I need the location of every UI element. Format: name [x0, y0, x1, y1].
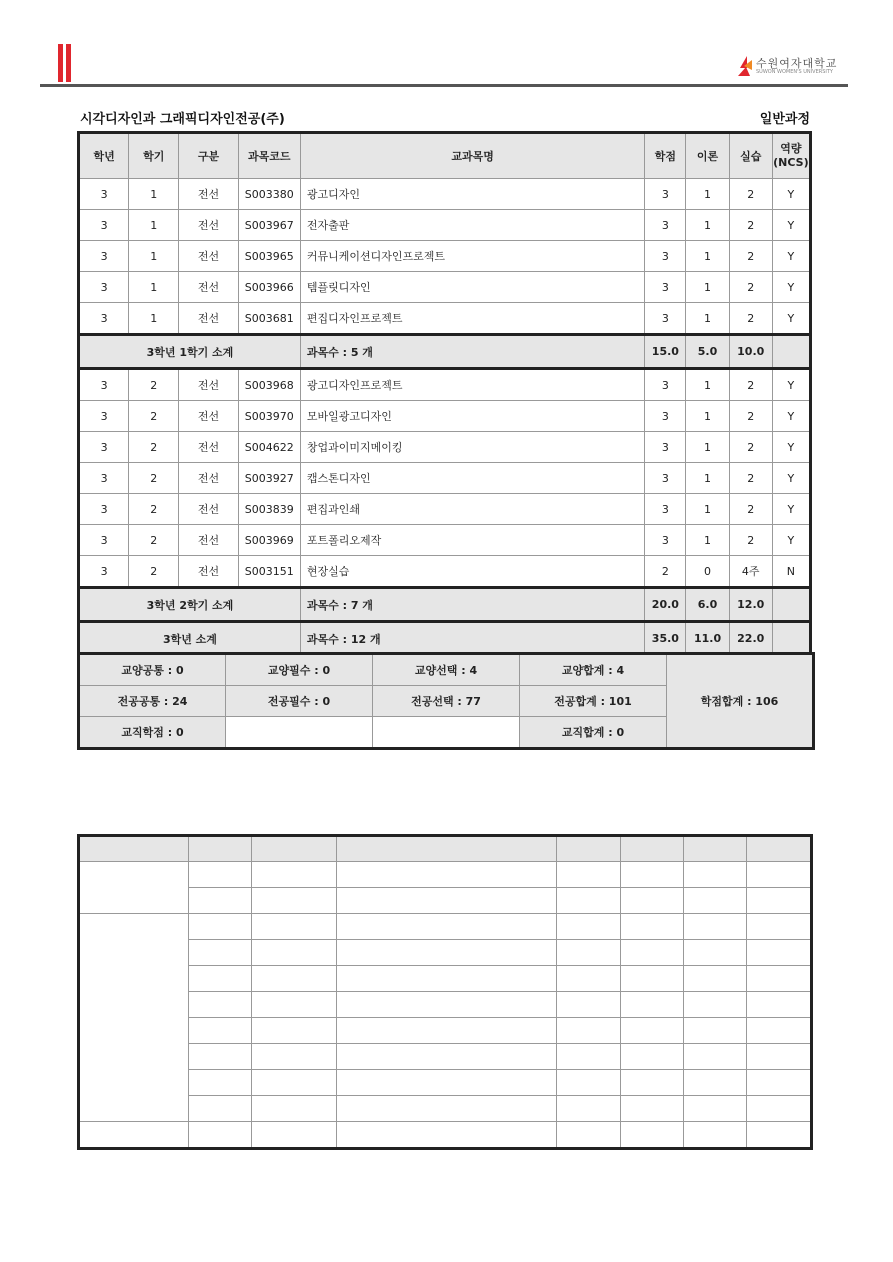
blank-cell	[557, 992, 621, 1018]
course-category: 전선	[179, 556, 238, 588]
blank-cell	[252, 1044, 337, 1070]
course-code: S003927	[238, 463, 300, 494]
course-ncs: Y	[772, 179, 810, 210]
course-year: 3	[79, 179, 129, 210]
blank-row	[79, 940, 812, 966]
course-practice: 2	[729, 401, 772, 432]
course-year: 3	[79, 241, 129, 272]
grand-total: 학점합계 : 106	[667, 654, 814, 749]
blank-cell	[684, 862, 747, 888]
blank-cell	[621, 1070, 684, 1096]
blank-row	[79, 1070, 812, 1096]
blank-cell	[189, 914, 252, 940]
course-row	[79, 432, 811, 463]
blank-cell	[621, 862, 684, 888]
subtotal-count: 과목수 : 5 개	[300, 335, 644, 369]
blank-cell	[684, 1018, 747, 1044]
course-year: 3	[79, 210, 129, 241]
course-theory: 1	[686, 494, 729, 525]
blank-cell	[621, 966, 684, 992]
university-emblem-icon	[738, 54, 754, 78]
course-semester: 1	[129, 179, 179, 210]
course-code: S003965	[238, 241, 300, 272]
major-common: 전공공통 : 24	[79, 686, 226, 717]
course-credits: 3	[645, 401, 686, 432]
course-row	[79, 556, 811, 588]
blank-cell	[684, 992, 747, 1018]
course-semester: 2	[129, 525, 179, 556]
blank-header-cell	[337, 836, 557, 862]
course-category: 전선	[179, 432, 238, 463]
year-total-theory: 11.0	[686, 622, 729, 656]
blank-cell	[557, 1044, 621, 1070]
blank-header-cell	[747, 836, 812, 862]
blank-row	[79, 1122, 812, 1149]
blank-cell	[189, 862, 252, 888]
course-name: 광고디자인프로젝트	[300, 369, 644, 401]
blank-row	[79, 1018, 812, 1044]
blank-cell	[337, 1044, 557, 1070]
blank-cell	[337, 1018, 557, 1044]
course-year: 3	[79, 463, 129, 494]
blank-header-cell	[79, 836, 189, 862]
blank-cell	[337, 940, 557, 966]
liberal-required: 교양필수 : 0	[226, 654, 373, 686]
blank-cell	[557, 914, 621, 940]
major-required: 전공필수 : 0	[226, 686, 373, 717]
course-code: S003970	[238, 401, 300, 432]
course-credits: 3	[645, 241, 686, 272]
course-practice: 2	[729, 272, 772, 303]
course-category: 전선	[179, 272, 238, 303]
course-semester: 2	[129, 556, 179, 588]
course-practice: 2	[729, 463, 772, 494]
col-category: 구분	[179, 133, 238, 179]
subtotal-count: 과목수 : 7 개	[300, 588, 644, 622]
blank-cell	[337, 992, 557, 1018]
course-theory: 1	[686, 525, 729, 556]
blank-row	[79, 966, 812, 992]
course-code: S003969	[238, 525, 300, 556]
blank-cell	[189, 940, 252, 966]
blank-cell	[557, 862, 621, 888]
blank-cell	[337, 1122, 557, 1149]
course-category: 전선	[179, 210, 238, 241]
blank-row	[79, 888, 812, 914]
course-theory: 1	[686, 463, 729, 494]
blank-cell	[621, 888, 684, 914]
course-semester: 1	[129, 272, 179, 303]
course-name: 현장실습	[300, 556, 644, 588]
col-year: 학년	[79, 133, 129, 179]
liberal-elective: 교양선택 : 4	[373, 654, 520, 686]
year-total-label: 3학년 소계	[79, 622, 301, 656]
course-ncs: N	[772, 556, 810, 588]
year-total-credits: 35.0	[645, 622, 686, 656]
blank-cell	[252, 862, 337, 888]
course-credits: 3	[645, 179, 686, 210]
course-theory: 1	[686, 432, 729, 463]
col-ncs	[772, 133, 810, 179]
blank-cell	[747, 992, 812, 1018]
blank-cell	[337, 966, 557, 992]
course-row	[79, 272, 811, 303]
course-theory: 1	[686, 179, 729, 210]
blank-cell	[189, 888, 252, 914]
course-credits: 3	[645, 303, 686, 335]
course-credits: 3	[645, 432, 686, 463]
course-year: 3	[79, 432, 129, 463]
course-row	[79, 179, 811, 210]
course-ncs: Y	[772, 210, 810, 241]
course-credits: 3	[645, 272, 686, 303]
course-practice: 2	[729, 241, 772, 272]
blank-cell	[337, 888, 557, 914]
course-ncs: Y	[772, 463, 810, 494]
course-category: 전선	[179, 303, 238, 335]
course-credits: 3	[645, 369, 686, 401]
blank-cell	[684, 888, 747, 914]
course-name: 광고디자인	[300, 179, 644, 210]
blank-row	[79, 1044, 812, 1070]
blank-cell	[337, 914, 557, 940]
course-row	[79, 525, 811, 556]
course-credits: 3	[645, 494, 686, 525]
col-theory: 이론	[686, 133, 729, 179]
totals-row-liberal	[79, 654, 814, 686]
blank-cell	[252, 992, 337, 1018]
course-code: S003967	[238, 210, 300, 241]
blank-cell	[621, 992, 684, 1018]
course-theory: 1	[686, 401, 729, 432]
course-credits: 3	[645, 463, 686, 494]
blank-cell	[557, 1122, 621, 1149]
subtotal-credits: 20.0	[645, 588, 686, 622]
blank-header-cell	[189, 836, 252, 862]
blank-cell	[557, 1070, 621, 1096]
year-total-ncs	[772, 622, 810, 656]
course-practice: 2	[729, 210, 772, 241]
blank-header-cell	[557, 836, 621, 862]
blank-cell	[621, 1044, 684, 1070]
course-code: S003968	[238, 369, 300, 401]
blank-template-table	[77, 834, 813, 1150]
col-code: 과목코드	[238, 133, 300, 179]
blank-cell	[557, 966, 621, 992]
course-practice: 2	[729, 179, 772, 210]
col-ncs-line1: 역량	[780, 142, 802, 155]
blank-cell	[557, 940, 621, 966]
course-row	[79, 241, 811, 272]
course-credits: 3	[645, 525, 686, 556]
blank-cell	[684, 1096, 747, 1122]
blank-cell	[621, 940, 684, 966]
course-ncs: Y	[772, 272, 810, 303]
semester2-subtotal-row	[79, 588, 811, 622]
course-category: 전선	[179, 401, 238, 432]
course-name: 캡스톤디자인	[300, 463, 644, 494]
blank-header-cell	[621, 836, 684, 862]
blank-cell	[189, 966, 252, 992]
course-semester: 1	[129, 303, 179, 335]
empty-cell	[373, 717, 520, 749]
blank-row	[79, 862, 812, 888]
col-ncs-line2: (NCS)	[773, 156, 809, 169]
blank-cell	[684, 1070, 747, 1096]
course-code: S003380	[238, 179, 300, 210]
course-ncs: Y	[772, 241, 810, 272]
blank-cell	[189, 1018, 252, 1044]
blank-cell	[252, 1070, 337, 1096]
blank-cell	[747, 914, 812, 940]
course-name: 편집디자인프로젝트	[300, 303, 644, 335]
course-code: S003151	[238, 556, 300, 588]
course-category: 전선	[179, 369, 238, 401]
course-code: S003681	[238, 303, 300, 335]
university-subtitle: SUWON WOMEN'S UNIVERSITY	[756, 69, 833, 75]
course-ncs: Y	[772, 432, 810, 463]
course-year: 3	[79, 556, 129, 588]
course-theory: 1	[686, 303, 729, 335]
blank-row	[79, 914, 812, 940]
course-row	[79, 369, 811, 401]
blank-cell	[747, 1096, 812, 1122]
blank-cell	[747, 888, 812, 914]
course-practice: 2	[729, 432, 772, 463]
university-name: 수원여자대학교	[756, 57, 838, 70]
subtotal-theory: 6.0	[686, 588, 729, 622]
blank-cell	[557, 1018, 621, 1044]
course-theory: 1	[686, 241, 729, 272]
col-name: 교과목명	[300, 133, 644, 179]
blank-group-cell	[79, 1122, 189, 1149]
blank-row	[79, 1096, 812, 1122]
blank-cell	[747, 862, 812, 888]
course-category: 전선	[179, 241, 238, 272]
liberal-common: 교양공통 : 0	[79, 654, 226, 686]
course-year: 3	[79, 369, 129, 401]
course-credits: 2	[645, 556, 686, 588]
course-practice: 2	[729, 369, 772, 401]
subtotal-label: 3학년 2학기 소계	[79, 588, 301, 622]
course-practice: 2	[729, 525, 772, 556]
liberal-sum: 교양합계 : 4	[520, 654, 667, 686]
blank-header-cell	[252, 836, 337, 862]
blank-cell	[684, 966, 747, 992]
blank-cell	[252, 888, 337, 914]
year-total-count: 과목수 : 12 개	[300, 622, 644, 656]
blank-cell	[557, 888, 621, 914]
blank-cell	[337, 862, 557, 888]
subtotal-credits: 15.0	[645, 335, 686, 369]
course-semester: 2	[129, 401, 179, 432]
course-type: 일반과정	[759, 112, 810, 127]
course-name: 커뮤니케이션디자인프로젝트	[300, 241, 644, 272]
course-row	[79, 401, 811, 432]
blank-group-cell	[79, 914, 189, 1122]
course-theory: 1	[686, 369, 729, 401]
course-category: 전선	[179, 179, 238, 210]
course-name: 창업과이미지메이킹	[300, 432, 644, 463]
course-name: 템플릿디자인	[300, 272, 644, 303]
course-name: 모바일광고디자인	[300, 401, 644, 432]
blank-cell	[621, 1122, 684, 1149]
course-credits: 3	[645, 210, 686, 241]
blank-cell	[252, 966, 337, 992]
course-semester: 2	[129, 432, 179, 463]
blank-cell	[747, 940, 812, 966]
course-ncs: Y	[772, 303, 810, 335]
major-elective: 전공선택 : 77	[373, 686, 520, 717]
course-row	[79, 303, 811, 335]
course-row	[79, 463, 811, 494]
course-category: 전선	[179, 463, 238, 494]
empty-cell	[226, 717, 373, 749]
course-code: S003839	[238, 494, 300, 525]
course-practice: 2	[729, 494, 772, 525]
blank-cell	[747, 1018, 812, 1044]
course-ncs: Y	[772, 525, 810, 556]
course-semester: 2	[129, 463, 179, 494]
course-semester: 2	[129, 369, 179, 401]
course-code: S003966	[238, 272, 300, 303]
col-practice: 실습	[729, 133, 772, 179]
subtotal-ncs	[772, 335, 810, 369]
blank-cell	[557, 1096, 621, 1122]
section-title: 시각디자인과 그래픽디자인전공(주)	[80, 112, 285, 127]
course-ncs: Y	[772, 369, 810, 401]
blank-cell	[252, 1018, 337, 1044]
blank-cell	[747, 1122, 812, 1149]
teaching-sum: 교직합계 : 0	[520, 717, 667, 749]
teaching-credits: 교직학점 : 0	[79, 717, 226, 749]
semester1-subtotal-row	[79, 335, 811, 369]
curriculum-table	[77, 131, 812, 657]
blank-cell	[252, 940, 337, 966]
course-name: 포트폴리오제작	[300, 525, 644, 556]
blank-cell	[189, 1044, 252, 1070]
blank-cell	[621, 1018, 684, 1044]
course-year: 3	[79, 272, 129, 303]
blank-cell	[747, 1044, 812, 1070]
blank-cell	[189, 1122, 252, 1149]
subtotal-practice: 10.0	[729, 335, 772, 369]
course-year: 3	[79, 303, 129, 335]
blank-cell	[621, 1096, 684, 1122]
blank-cell	[252, 914, 337, 940]
course-name: 편집과인쇄	[300, 494, 644, 525]
year-total-row	[79, 622, 811, 656]
course-theory: 0	[686, 556, 729, 588]
subtotal-theory: 5.0	[686, 335, 729, 369]
course-practice: 4주	[729, 556, 772, 588]
course-ncs: Y	[772, 494, 810, 525]
blank-cell	[337, 1096, 557, 1122]
blank-cell	[747, 1070, 812, 1096]
blank-header-row	[79, 836, 812, 862]
subtotal-ncs	[772, 588, 810, 622]
course-theory: 1	[686, 272, 729, 303]
course-row	[79, 494, 811, 525]
blank-cell	[252, 1122, 337, 1149]
university-logo	[738, 54, 848, 80]
course-year: 3	[79, 401, 129, 432]
course-theory: 1	[686, 210, 729, 241]
blank-cell	[747, 966, 812, 992]
course-year: 3	[79, 525, 129, 556]
blank-cell	[189, 1096, 252, 1122]
header-divider	[40, 84, 848, 87]
course-row	[79, 210, 811, 241]
course-name: 전자출판	[300, 210, 644, 241]
blank-cell	[189, 1070, 252, 1096]
major-sum: 전공합계 : 101	[520, 686, 667, 717]
blank-cell	[337, 1070, 557, 1096]
blank-cell	[684, 1044, 747, 1070]
header-red-bar-right	[66, 44, 71, 82]
blank-cell	[621, 914, 684, 940]
year-total-practice: 22.0	[729, 622, 772, 656]
blank-cell	[684, 914, 747, 940]
course-year: 3	[79, 494, 129, 525]
credit-totals-table	[77, 652, 815, 750]
table-header-row	[79, 133, 811, 179]
subtotal-practice: 12.0	[729, 588, 772, 622]
course-code: S004622	[238, 432, 300, 463]
course-ncs: Y	[772, 401, 810, 432]
col-semester: 학기	[129, 133, 179, 179]
blank-cell	[684, 1122, 747, 1149]
col-credits: 학점	[645, 133, 686, 179]
blank-header-cell	[684, 836, 747, 862]
course-category: 전선	[179, 494, 238, 525]
course-semester: 1	[129, 241, 179, 272]
course-practice: 2	[729, 303, 772, 335]
course-semester: 1	[129, 210, 179, 241]
subtotal-label: 3학년 1학기 소계	[79, 335, 301, 369]
blank-cell	[252, 1096, 337, 1122]
blank-group-cell	[79, 862, 189, 914]
header-red-bar-left	[58, 44, 63, 82]
blank-cell	[684, 940, 747, 966]
blank-cell	[189, 992, 252, 1018]
course-category: 전선	[179, 525, 238, 556]
blank-row	[79, 992, 812, 1018]
course-semester: 2	[129, 494, 179, 525]
